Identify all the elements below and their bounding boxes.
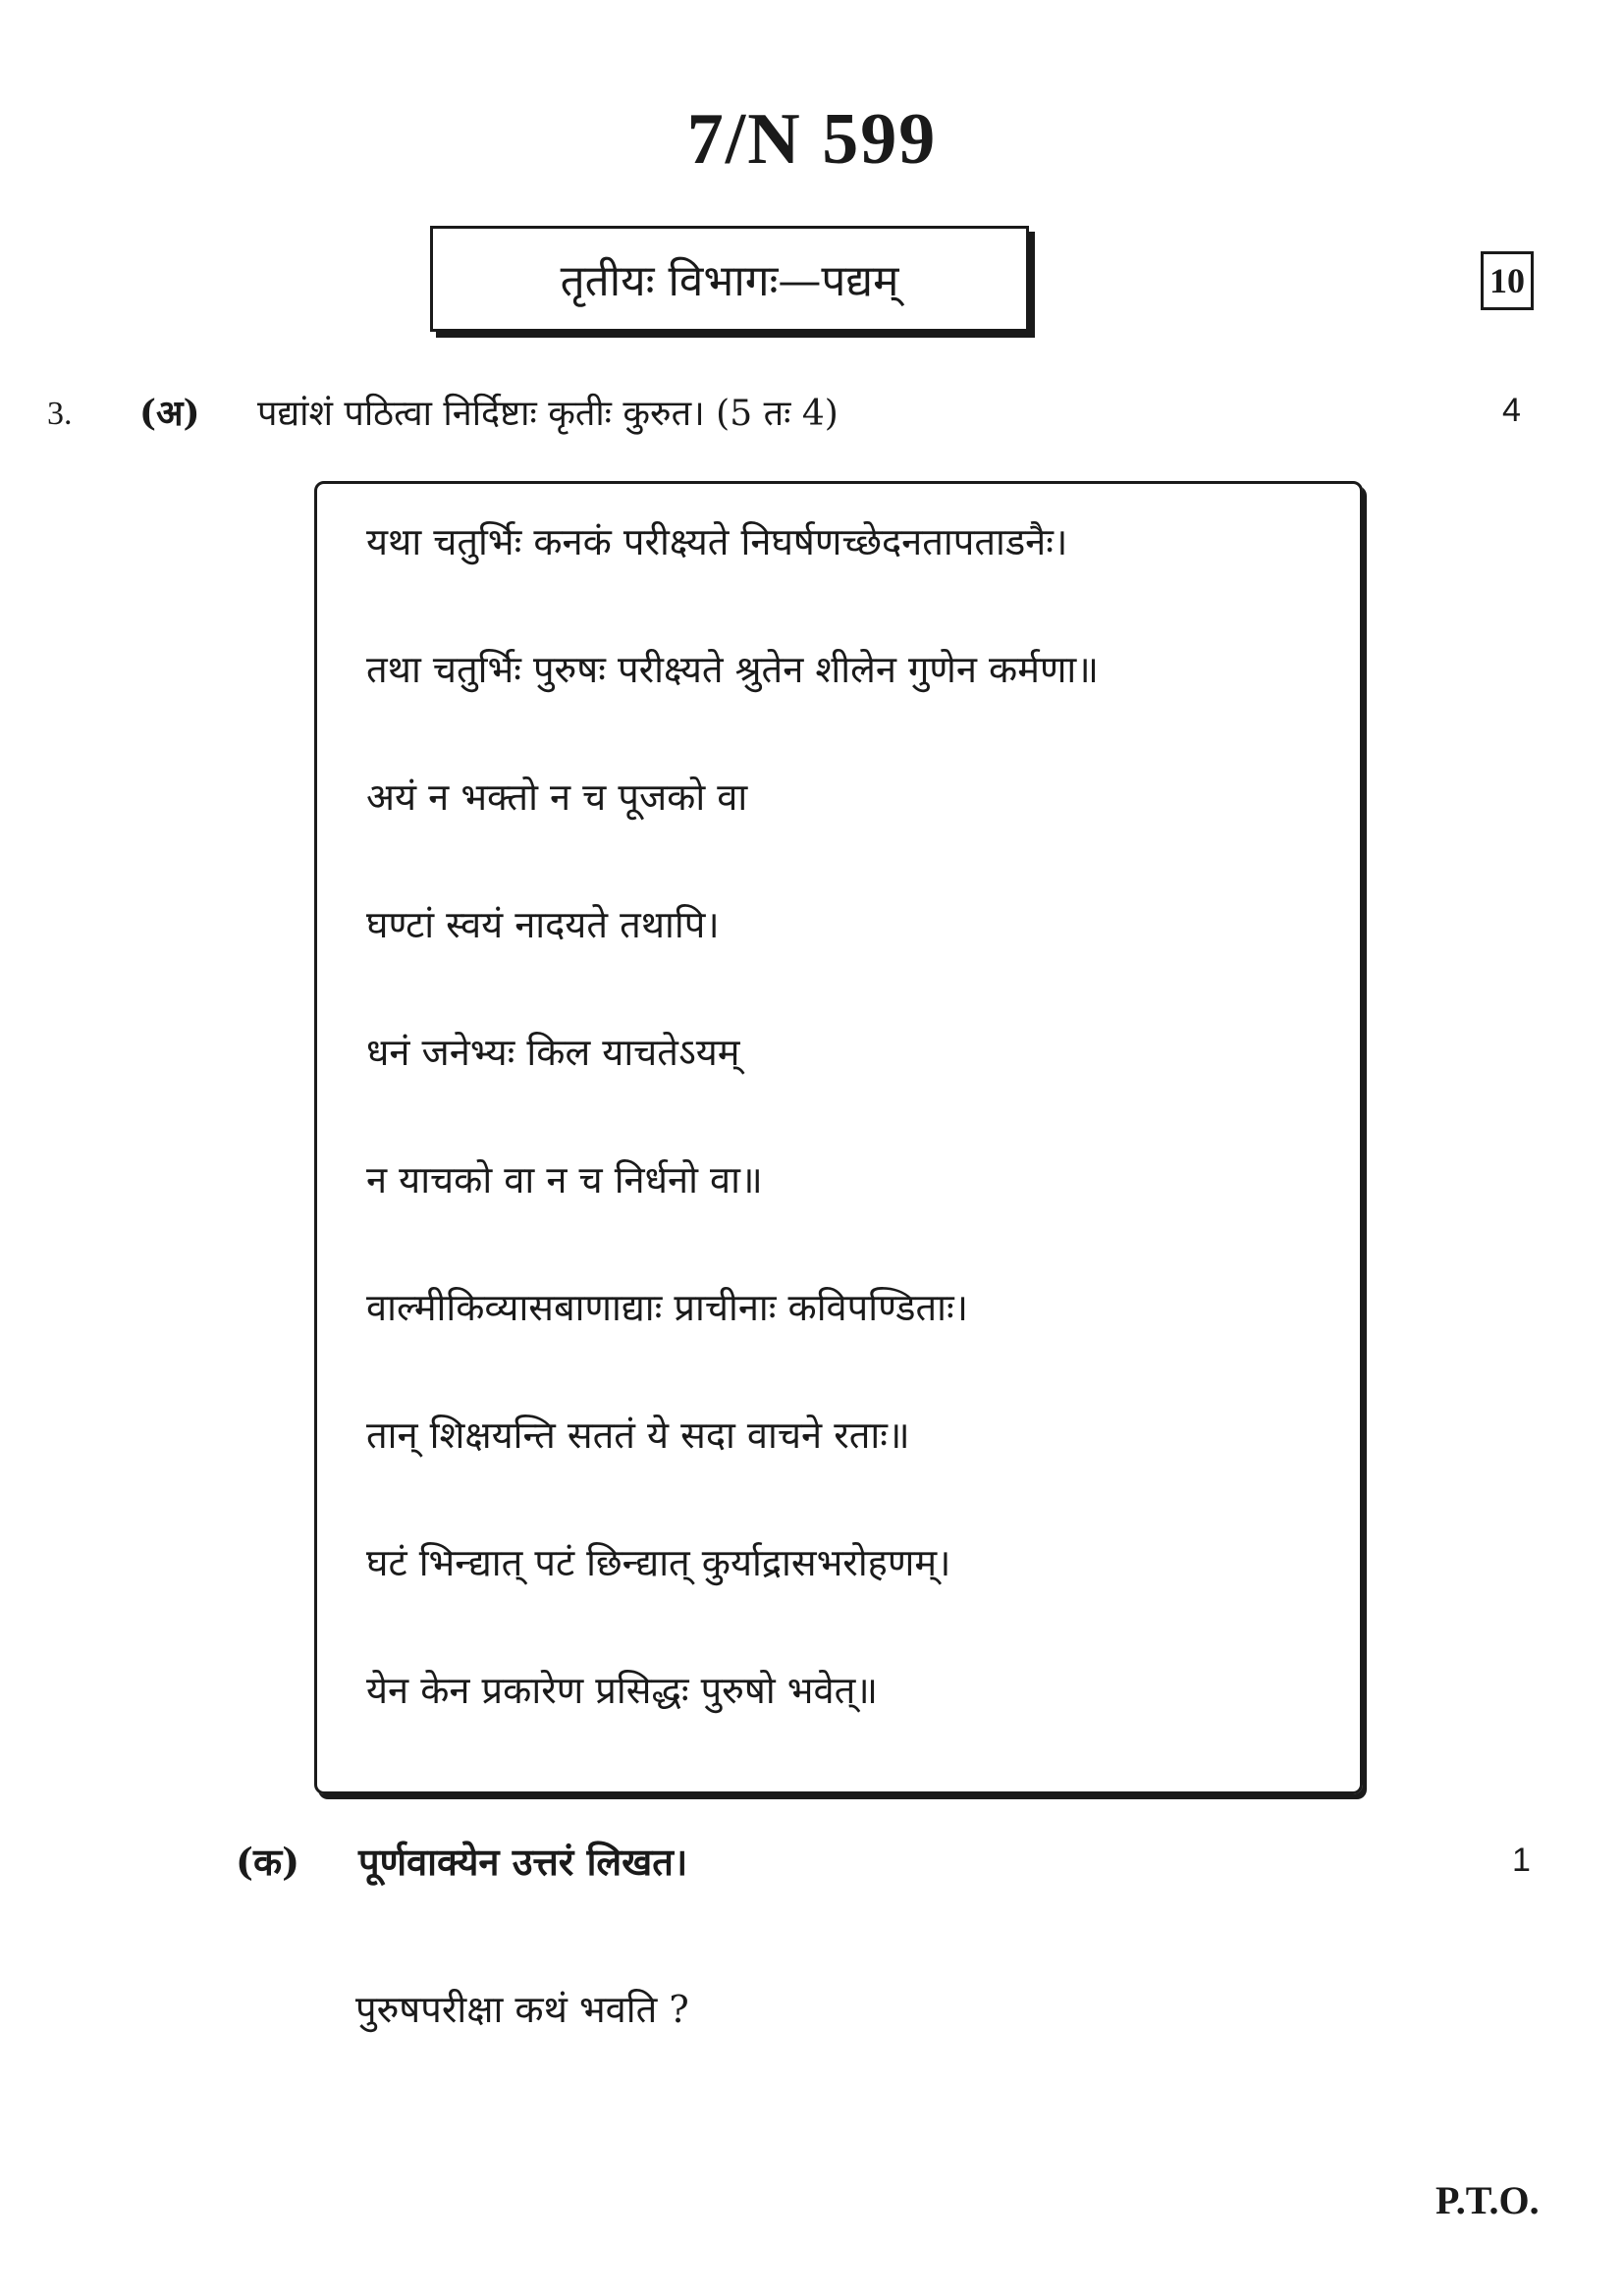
- paper-code: 7/N 599: [686, 99, 938, 180]
- verse-line: धनं जनेभ्यः किल याचतेऽयम्: [366, 1031, 740, 1074]
- verse-line: न याचको वा न च निर्धनो वा॥: [366, 1158, 763, 1201]
- subquestion-instruction: पूर्णवाक्येन उत्तरं लिखत।: [358, 1840, 688, 1884]
- verse-line: येन केन प्रकारेण प्रसिद्धः पुरुषो भवेत्॥: [366, 1669, 879, 1712]
- subquestion-label: (क): [236, 1840, 300, 1884]
- question-number: 3.: [47, 396, 73, 432]
- section-title: तृतीयः विभागः—पद्यम्: [560, 256, 899, 306]
- verse-line: तान् शिक्षयन्ति सततं ये सदा वाचने रताः॥: [366, 1414, 910, 1457]
- verse-line: अयं न भक्तो न च पूजको वा: [366, 775, 748, 819]
- question-row: [0, 388, 1624, 447]
- section-heading-box: [430, 226, 1029, 332]
- verse-line: वाल्मीकिव्यासबाणाद्याः प्राचीनाः कविपण्डिताः।: [366, 1286, 969, 1329]
- subquestion-question: पुरुषपरीक्षा कथं भवति ?: [355, 1988, 689, 2031]
- subquestion-marks: 1: [1512, 1842, 1531, 1879]
- poem-box: [314, 481, 1363, 1794]
- verse-line: यथा चतुर्भिः कनकं परीक्ष्यते निघर्षणच्छेदनतापताडनैः।: [366, 520, 1068, 563]
- verse-line: तथा चतुर्भिः पुरुषः परीक्ष्यते श्रुतेन शीलेन गुणेन कर्मणा॥: [366, 648, 1100, 691]
- question-marks: 4: [1502, 392, 1521, 429]
- question-instruction: पद्यांशं पठित्वा निर्दिष्टाः कृतीः कुरुत। (5 तः 4): [257, 394, 839, 434]
- verse-line: घटं भिन्द्यात् पटं छिन्द्यात् कुर्याद्रासभरोहणम्।: [366, 1541, 951, 1584]
- section-marks-box: 10: [1481, 251, 1534, 310]
- verse-line: घण्टां स्वयं नादयते तथापि।: [366, 903, 720, 946]
- question-sub-label: (अ): [139, 393, 200, 434]
- pto-label: P.T.O.: [1435, 2178, 1540, 2222]
